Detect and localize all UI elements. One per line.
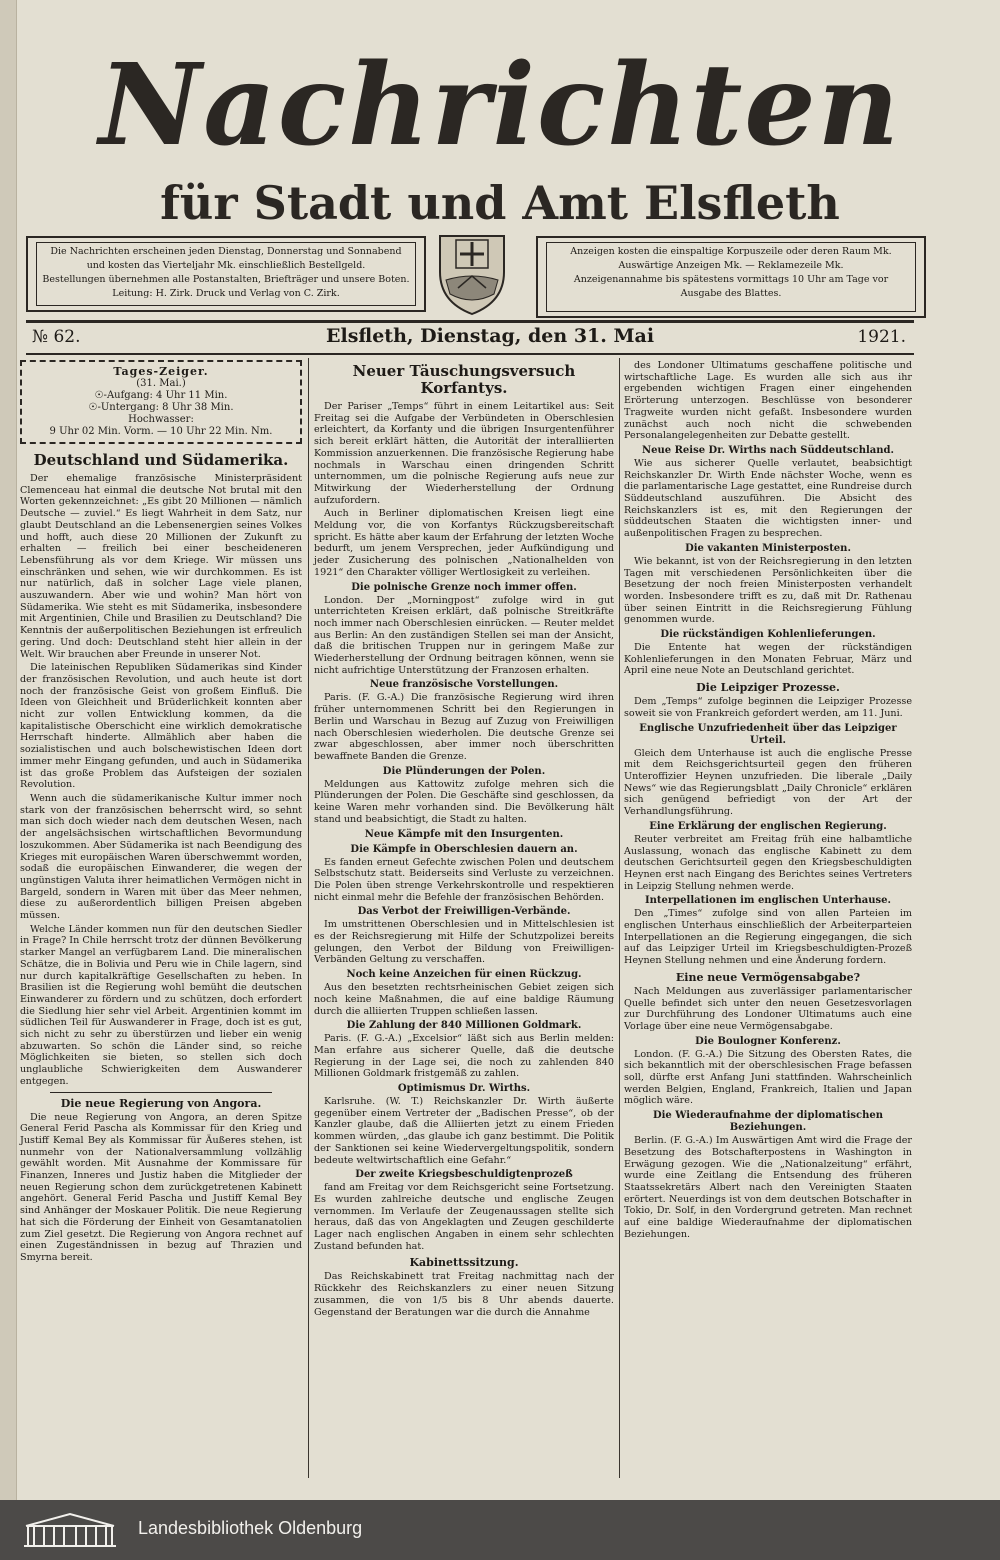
- advertising-line: Ausgabe des Blattes.: [680, 288, 782, 299]
- library-name: Landesbibliothek Oldenburg: [138, 1518, 363, 1538]
- article-subheadline: Neue Reise Dr. Wirths nach Süddeutschland.: [641, 444, 894, 456]
- sunset-time: ☉-Untergang: 8 Uhr 38 Min.: [88, 402, 234, 413]
- article-paragraph: Auch in Berliner diplomatischen Kreisen liegt eine Meldung vor, die von Korfantys Rückzugsbereitschaft spricht. Es hätte aber kaum der Erfahrung der letzten Woche bedurft, um jenem Versprechen, jeder Aufkündigung und jeder Zusicherung des polnischen „Nationalhelden von 1921“ den Charakter völliger Wertlosigkeit zu verleihen.: [314, 508, 614, 578]
- article-paragraph: Im umstrittenen Oberschlesien und in Mittelschlesien ist es der Reichsregierung mit Hilfe der Schutzpolizei bereits gelungen, den Verbot der Bildung von Freiwilligen-Verbänden Geltung zu verschaffen.: [314, 919, 614, 966]
- article-paragraph: Der ehemalige französische Ministerpräsident Clemenceau hat einmal die deutsche Not brutal mit den Worten gekennzeichnet: „Es gibt 20 Millionen — nämlich Deutsche — zuviel.“ Es liegt Wahrheit in dem Satz, nur glaubt Deutschland an die Lebensenergien seines Volkes und hofft, auch diese 20 Millionen der Zukunft zu erhalten — freilich bei einer bescheideneren Lebensführung als vor dem Kriege. Wir müssen uns einschränken und sehen, wie wir durchkommen. Es ist nur natürlich, daß in solcher Lage viele planen, auszuwandern. Aber wie und wohin? Man hört von Südamerika. Wie steht es mit Südamerika, insbesondere mit Argentinien, Chile und Brasilien zu Deutschland? Die Kenntnis der außerpolitischen Beziehungen ist erfreulich gering. Und doch: Deutschland steht hier allein in der Welt. Wir brauchen aber Freunde in unserer Not.: [20, 473, 302, 660]
- column-divider: [308, 358, 309, 1478]
- masthead-subtitle: für Stadt und Amt Elsfleth: [160, 176, 840, 230]
- article-paragraph: Die neue Regierung von Angora, an deren Spitze General Ferid Pascha als Kommissar für den Krieg und Justiff Kemal Bey als Kommissar für Äußeres stehen, ist nunmehr von der Nationalversammlung vollzählig gewählt worden. Mit Ausnahme der Kommissare für Finanzen, Inneres und Justiz haben die Mitglieder der neuen Regierung schon dem zurückgetretenen Kabinett angehört. General Ferid Pascha und Justiff Kemal Bey sind Anhänger der Moskauer Politik. Die neue Regierung hat sich die Förderung der Einheit von Gesamtanatolien zum Ziel gesetzt. Die Regierung von Angora rechnet auf einen Zugeständnissen in bezug auf Thrazien und Smyrna bereit.: [20, 1111, 302, 1263]
- subscription-info-box: [26, 236, 426, 312]
- subscription-line: Bestellungen übernehmen alle Postanstalten, Briefträger und unsere Boten.: [42, 274, 410, 285]
- column-2: [314, 360, 614, 1320]
- article-subheadline: Interpellationen im englischen Unterhause.: [644, 895, 892, 907]
- article-paragraph: Karlsruhe. (W. T.) Reichskanzler Dr. Wirth äußerte gegenüber einem Vertreter der „Badischen Presse“, ob der Kanzler glaube, daß die Alliierten jetzt zu einem Frieden kommen würden, „das glaube ich ganz bestimmt. Die Politik der Sanktionen sei keine Wiedervergeltungspolitik, sondern bedeute weltwirtschaftlich eine Gefahr.“: [314, 1096, 614, 1166]
- article-subheadline: Die Zahlung der 840 Millionen Goldmark.: [346, 1020, 582, 1032]
- article-headline: Kabinettssitzung.: [409, 1256, 519, 1270]
- article-headline: Die neue Regierung von Angora.: [60, 1096, 262, 1110]
- sunrise-time: ☉-Aufgang: 4 Uhr 11 Min.: [94, 390, 228, 401]
- article-subheadline: Die polnische Grenze noch immer offen.: [351, 581, 577, 593]
- article-paragraph: Wenn auch die südamerikanische Kultur immer noch stark von der französischen beherrscht wird, so sehnt man sich doch wieder nach dem deutschen Wesen, nach der angelsächsischen wirtschaftlichen Bevormundung loszukommen. Aber Südamerika ist nach Beendigung des Krieges mit europäischen Waren überschwemmt worden, sodaß die europäischen Einwanderer, die wegen der ungünstigen Valuta ihrer heimatlichen Vermögen nicht in Bargeld, sondern in Waren mit über das Meer nehmen, diese zu außerordentlich billigen Preisen abgeben müssen.: [20, 792, 302, 922]
- article-subheadline: Die rückständigen Kohlenlieferungen.: [660, 629, 876, 641]
- issue-number: № 62.: [32, 327, 81, 347]
- place-date: Elsfleth, Dienstag, den 31. Mai: [326, 325, 655, 347]
- section-rule: [50, 1092, 272, 1093]
- tageszeiger-date: (31. Mai.): [136, 378, 186, 389]
- article-paragraph: Meldungen aus Kattowitz zufolge mehren sich die Plünderungen der Polen. Die Geschäfte sind geschlossen, da keine Waren mehr vorhanden sind. Die Bevölkerung hält stand und beabsichtigt, die Stadt zu halten.: [314, 778, 614, 825]
- advertising-line: Auswärtige Anzeigen Mk. — Reklamezeile Mk.: [618, 260, 844, 271]
- article-subheadline: Optimismus Dr. Wirths.: [397, 1083, 531, 1095]
- article-paragraph: Wie aus sicherer Quelle verlautet, beabsichtigt Reichskanzler Dr. Wirth Ende nächster Woche, wenn es die parlamentarische Lage gestattet, eine Rundreise durch Süddeutschland auszuführen. Die Absicht des Reichskanzlers ist es, mit den Regierungen der süddeutschen Staaten die wichtigsten inner- und außenpolitischen Fragen zu besprechen.: [624, 457, 912, 540]
- article-subheadline: Neue Kämpfe mit den Insurgenten.: [364, 828, 564, 840]
- article-paragraph: Nach Meldungen aus zuverlässiger parlamentarischer Quelle befindet sich unter den neuen Gesetzesvorlagen zur Durchführung des Londoner Ultimatums auch eine Vorlage über eine neue Vermögensabgabe.: [624, 985, 912, 1032]
- article-headline: Die Leipziger Prozesse.: [696, 681, 840, 695]
- column-1: [20, 360, 302, 1266]
- article-subheadline: Die Kämpfe in Oberschlesien dauern an.: [350, 843, 578, 855]
- article-paragraph: Paris. (F. G.-A.) „Excelsior“ läßt sich aus Berlin melden: Man erfahre aus sicherer Quelle, daß die deutsche Regierung in der Lage sei, die noch zu zahlenden 840 Millionen Goldmark fristgemäß zu zahlen.: [314, 1033, 614, 1080]
- article-subheadline: Das Verbot der Freiwilligen-Verbände.: [357, 906, 571, 918]
- tageszeiger-title: Tages-Zeiger.: [113, 365, 209, 378]
- article-subheadline: Die vakanten Ministerposten.: [685, 542, 851, 554]
- article-headline: Eine neue Vermögensabgabe?: [675, 970, 861, 984]
- article-paragraph: Gleich dem Unterhause ist auch die englische Presse mit dem Reichsgerichtsurteil gegen den früheren Unteroffizier Heynen unzufrieden. Die liberale „Daily News“ wie das Regierungsblatt „Daily Chronicle“ erklären sich genügend befriedigt von der Art der Verhandlungsführung.: [624, 747, 912, 818]
- subscription-line: Die Nachrichten erscheinen jeden Dienstag, Donnerstag und Sonnabend: [50, 246, 402, 257]
- coat-of-arms-icon: [436, 232, 508, 316]
- article-paragraph: Es fanden erneut Gefechte zwischen Polen und deutschem Selbstschutz statt. Beiderseits sind Verluste zu verzeichnen. Die Polen üben strenge Verkehrskontrolle und respektieren nicht einmal mehr die Befehle der französischen Behörden.: [314, 856, 614, 903]
- high-water-title: Hochwasser:: [128, 414, 194, 425]
- advertising-line: Anzeigen kosten die einspaltige Korpuszeile oder deren Raum Mk.: [570, 246, 892, 257]
- tageszeiger-box: [20, 360, 302, 444]
- article-subheadline: Die Wiederaufnahme der diplomatischen Beziehungen.: [652, 1110, 884, 1134]
- article-subheadline: Neue französische Vorstellungen.: [369, 679, 559, 691]
- article-paragraph: Wie bekannt, ist von der Reichsregierung in den letzten Tagen mit verschiedenen Persönlichkeiten über die Besetzung der noch freien Ministerposten verhandelt worden. Insbesondere trifft es zu, daß mit Dr. Rathenau über seinen Eintritt in die Reichsregierung Fühlung genommen wurde.: [624, 555, 912, 626]
- article-paragraph: Die lateinischen Republiken Südamerikas sind Kinder der französischen Revolution, und auch heute ist dort noch der französische Geist von großem Einfluß. Die Ideen von Gleichheit und Brüderlichkeit konnten aber nicht zur vollen Entwicklung kommen, da die kapitalistische Oberschicht eine wirklich demokratische Herrschaft hinderte. Allmählich aber haben die sozialistischen und auch bolschewistischen Ideen dort immer mehr Eingang gefunden, und auch in Südamerika ist das große Problem das Aufsteigen der sozialen Revolution.: [20, 662, 302, 791]
- advertising-info-box: [536, 236, 926, 318]
- article-subheadline: Die Boulogner Konferenz.: [695, 1035, 841, 1047]
- article-subheadline: Englische Unzufriedenheit über das Leipziger Urteil.: [639, 722, 897, 746]
- adjacent-page-edge: [0, 0, 17, 1500]
- article-paragraph: Berlin. (F. G.-A.) Im Auswärtigen Amt wird die Frage der Besetzung des Botschafterpostens in Washington in Erwägung gezogen. Wie die „Nationalzeitung“ erfährt, wurde eine Zeitlang die Entsendung des früheren Staatssekretärs Albert nach den Vereinigten Staaten erörtert. Neuerdings ist von dem deutschen Botschafter in Tokio, Dr. Solf, in den Vordergrund getreten. Man rechnet auf eine baldige Wiederaufnahme der diplomatischen Beziehungen.: [624, 1135, 912, 1240]
- advertising-line: Anzeigenannahme bis spätestens vormittags 10 Uhr am Tage vor: [573, 274, 889, 285]
- article-paragraph: Welche Länder kommen nun für den deutschen Siedler in Frage? In Chile herrscht trotz der dünnen Bevölkerung starker Mangel an verfügbarem Land. Die mineralischen Schätze, die in Bolivia und Peru wie in Chile lagern, sind nur durch kapitalkräftige Gesellschaften zu heben. In Brasilien ist die Regierung wohl bemüht die deutschen Einwanderer zu fördern und zu schützen, doch erfordert die Siedlung hier sehr viel Arbeit. Argentinien kommt im südlichen Teil für Auswanderer in Frage, doch ist es gut, sich nicht zu sehr zu überstürzen und lieber ein wenig abzuwarten. So schön die Länder sind, so reiche Möglichkeiten sie bieten, so stellen sich doch unglaubliche Schwierigkeiten dem Auswanderer entgegen.: [20, 923, 302, 1087]
- article-headline: Neuer Täuschungsversuch Korfantys.: [352, 362, 576, 397]
- article-paragraph: des Londoner Ultimatums geschaffene politische und wirtschaftliche Lage. Es wurden alle sich aus ihr ergebenden wichtigen Fragen einer eingehenden Erörterung unterzogen. Beschlüsse von besonderer Tragweite wurden nicht gefaßt. Insbesondere wurden zunächst auch noch nicht die schwebenden Personalangelegenheiten zur Debatte gestellt.: [624, 360, 912, 442]
- library-footer: [0, 1500, 1000, 1560]
- article-paragraph: Aus den besetzten rechtsrheinischen Gebiet zeigen sich noch keine Maßnahmen, die auf eine baldige Räumung durch die alliierten Truppen schließen lassen.: [314, 982, 614, 1017]
- subscription-line: Leitung: H. Zirk. Druck und Verlag von C. Zirk.: [112, 288, 340, 299]
- article-headline: Deutschland und Südamerika.: [33, 451, 289, 469]
- article-subheadline: Eine Erklärung der englischen Regierung.: [649, 820, 887, 832]
- issue-year: 1921.: [857, 327, 906, 347]
- article-paragraph: Die Entente hat wegen der rückständigen Kohlenlieferungen in den Monaten Februar, März und April eine neue Note an Deutschland gerichtet.: [624, 642, 912, 677]
- dateline: [26, 320, 914, 355]
- article-subheadline: Noch keine Anzeichen für einen Rückzug.: [346, 969, 582, 981]
- article-paragraph: London. Der „Morningpost“ zufolge wird in gut unterrichteten Kreisen erklärt, daß polnische Streitkräfte noch immer nach Oberschlesien einrücken. — Reuter meldet aus Berlin: An den zuständigen Stellen sei man der Ansicht, daß die britischen Truppen nur in geringem Maße zur Wiederherstellung der Ordnung beitragen können, wenn sie nicht aufrichtige Unterstützung der Franzosen erhalten.: [314, 594, 614, 676]
- high-water-times: 9 Uhr 02 Min. Vorm. — 10 Uhr 22 Min. Nm.: [49, 426, 273, 437]
- article-paragraph: Dem „Temps“ zufolge beginnen die Leipziger Prozesse soweit sie von Frankreich gefordert werden, am 11. Juni.: [624, 696, 912, 719]
- subscription-line: und kosten das Vierteljahr Mk. einschließlich Bestellgeld.: [86, 260, 366, 271]
- article-paragraph: Den „Times“ zufolge sind von allen Parteien im englischen Unterhaus einschließlich der Arbeiterparteien Interpellationen an die Regierung eingegangen, die sich auf das Leipziger Urteil im Kriegsbeschuldigten-Prozeß Heynen Stellung nehmen und eine Änderung fordern.: [624, 908, 912, 967]
- masthead-title: Nachrichten: [98, 40, 902, 171]
- article-paragraph: Reuter verbreitet am Freitag früh eine halbamtliche Auslassung, wonach das englische Kabinett zu dem deutschen Gerichtsurteil gegen den Kriegsbeschuldigten Heynen erst nach Eingang des Berichtes seines Vertreters in Leipzig Stellung nehmen werde.: [624, 833, 912, 892]
- column-divider: [619, 358, 620, 1478]
- article-paragraph: fand am Freitag vor dem Reichsgericht seine Fortsetzung. Es wurden zahlreiche deutsche und englische Zeugen vernommen. Im Verlaufe der Zeugenaussagen stellte sich heraus, daß das von Angeklagten und Zeugen geschilderte Lager nach englischen Angaben in einem sehr schlechten Zustand befunden hat.: [314, 1182, 614, 1252]
- article-subheadline: Der zweite Kriegsbeschuldigtenprozeß: [355, 1169, 573, 1181]
- article-paragraph: Der Pariser „Temps“ führt in einem Leitartikel aus: Seit Freitag sei die Aufgabe der Verbündeten in Oberschlesien erleichtert, da Korfanty und die übrigen Insurgentenführer sich bereit erklärt hätten, die Autorität der interalliierten Kommission anzuerkennen. Die französische Regierung habe nochmals in Warschau einen dringenden Schritt unternommen, um die polnische Regierung aufs neue zur Mitwirkung der Wiederherstellung der Ordnung aufzufordern.: [314, 401, 614, 506]
- article-paragraph: Paris. (F. G.-A.) Die französische Regierung wird ihren früher unternommenen Schritt bei den Regierungen in Berlin und Warschau in Bezug auf Zuzug von Freiwilligen nach Oberschlesien wiederholen. Die deutsche Grenze sei zwar abgeschlossen, aber immer noch überschritten bewaffnete Banden die Grenze.: [314, 692, 614, 762]
- article-paragraph: London. (F. G.-A.) Die Sitzung des Obersten Rates, die sich bekanntlich mit der oberschlesischen Frage befassen soll, dürfte erst Anfang Juni stattfinden. Wahrscheinlich werden Belgien, England, Frankreich, Italien und Japan möglich wäre.: [624, 1048, 912, 1107]
- article-paragraph: Das Reichskabinett trat Freitag nachmittag nach der Rückkehr des Reichskanzlers zu einer neuen Sitzung zusammen, die von 1/5 bis 8 Uhr abends dauerte. Gegenstand der Beratungen war die durch die Annahme: [314, 1271, 614, 1318]
- library-building-icon: [20, 1510, 120, 1550]
- column-3: [624, 360, 912, 1242]
- article-subheadline: Die Plünderungen der Polen.: [382, 765, 546, 777]
